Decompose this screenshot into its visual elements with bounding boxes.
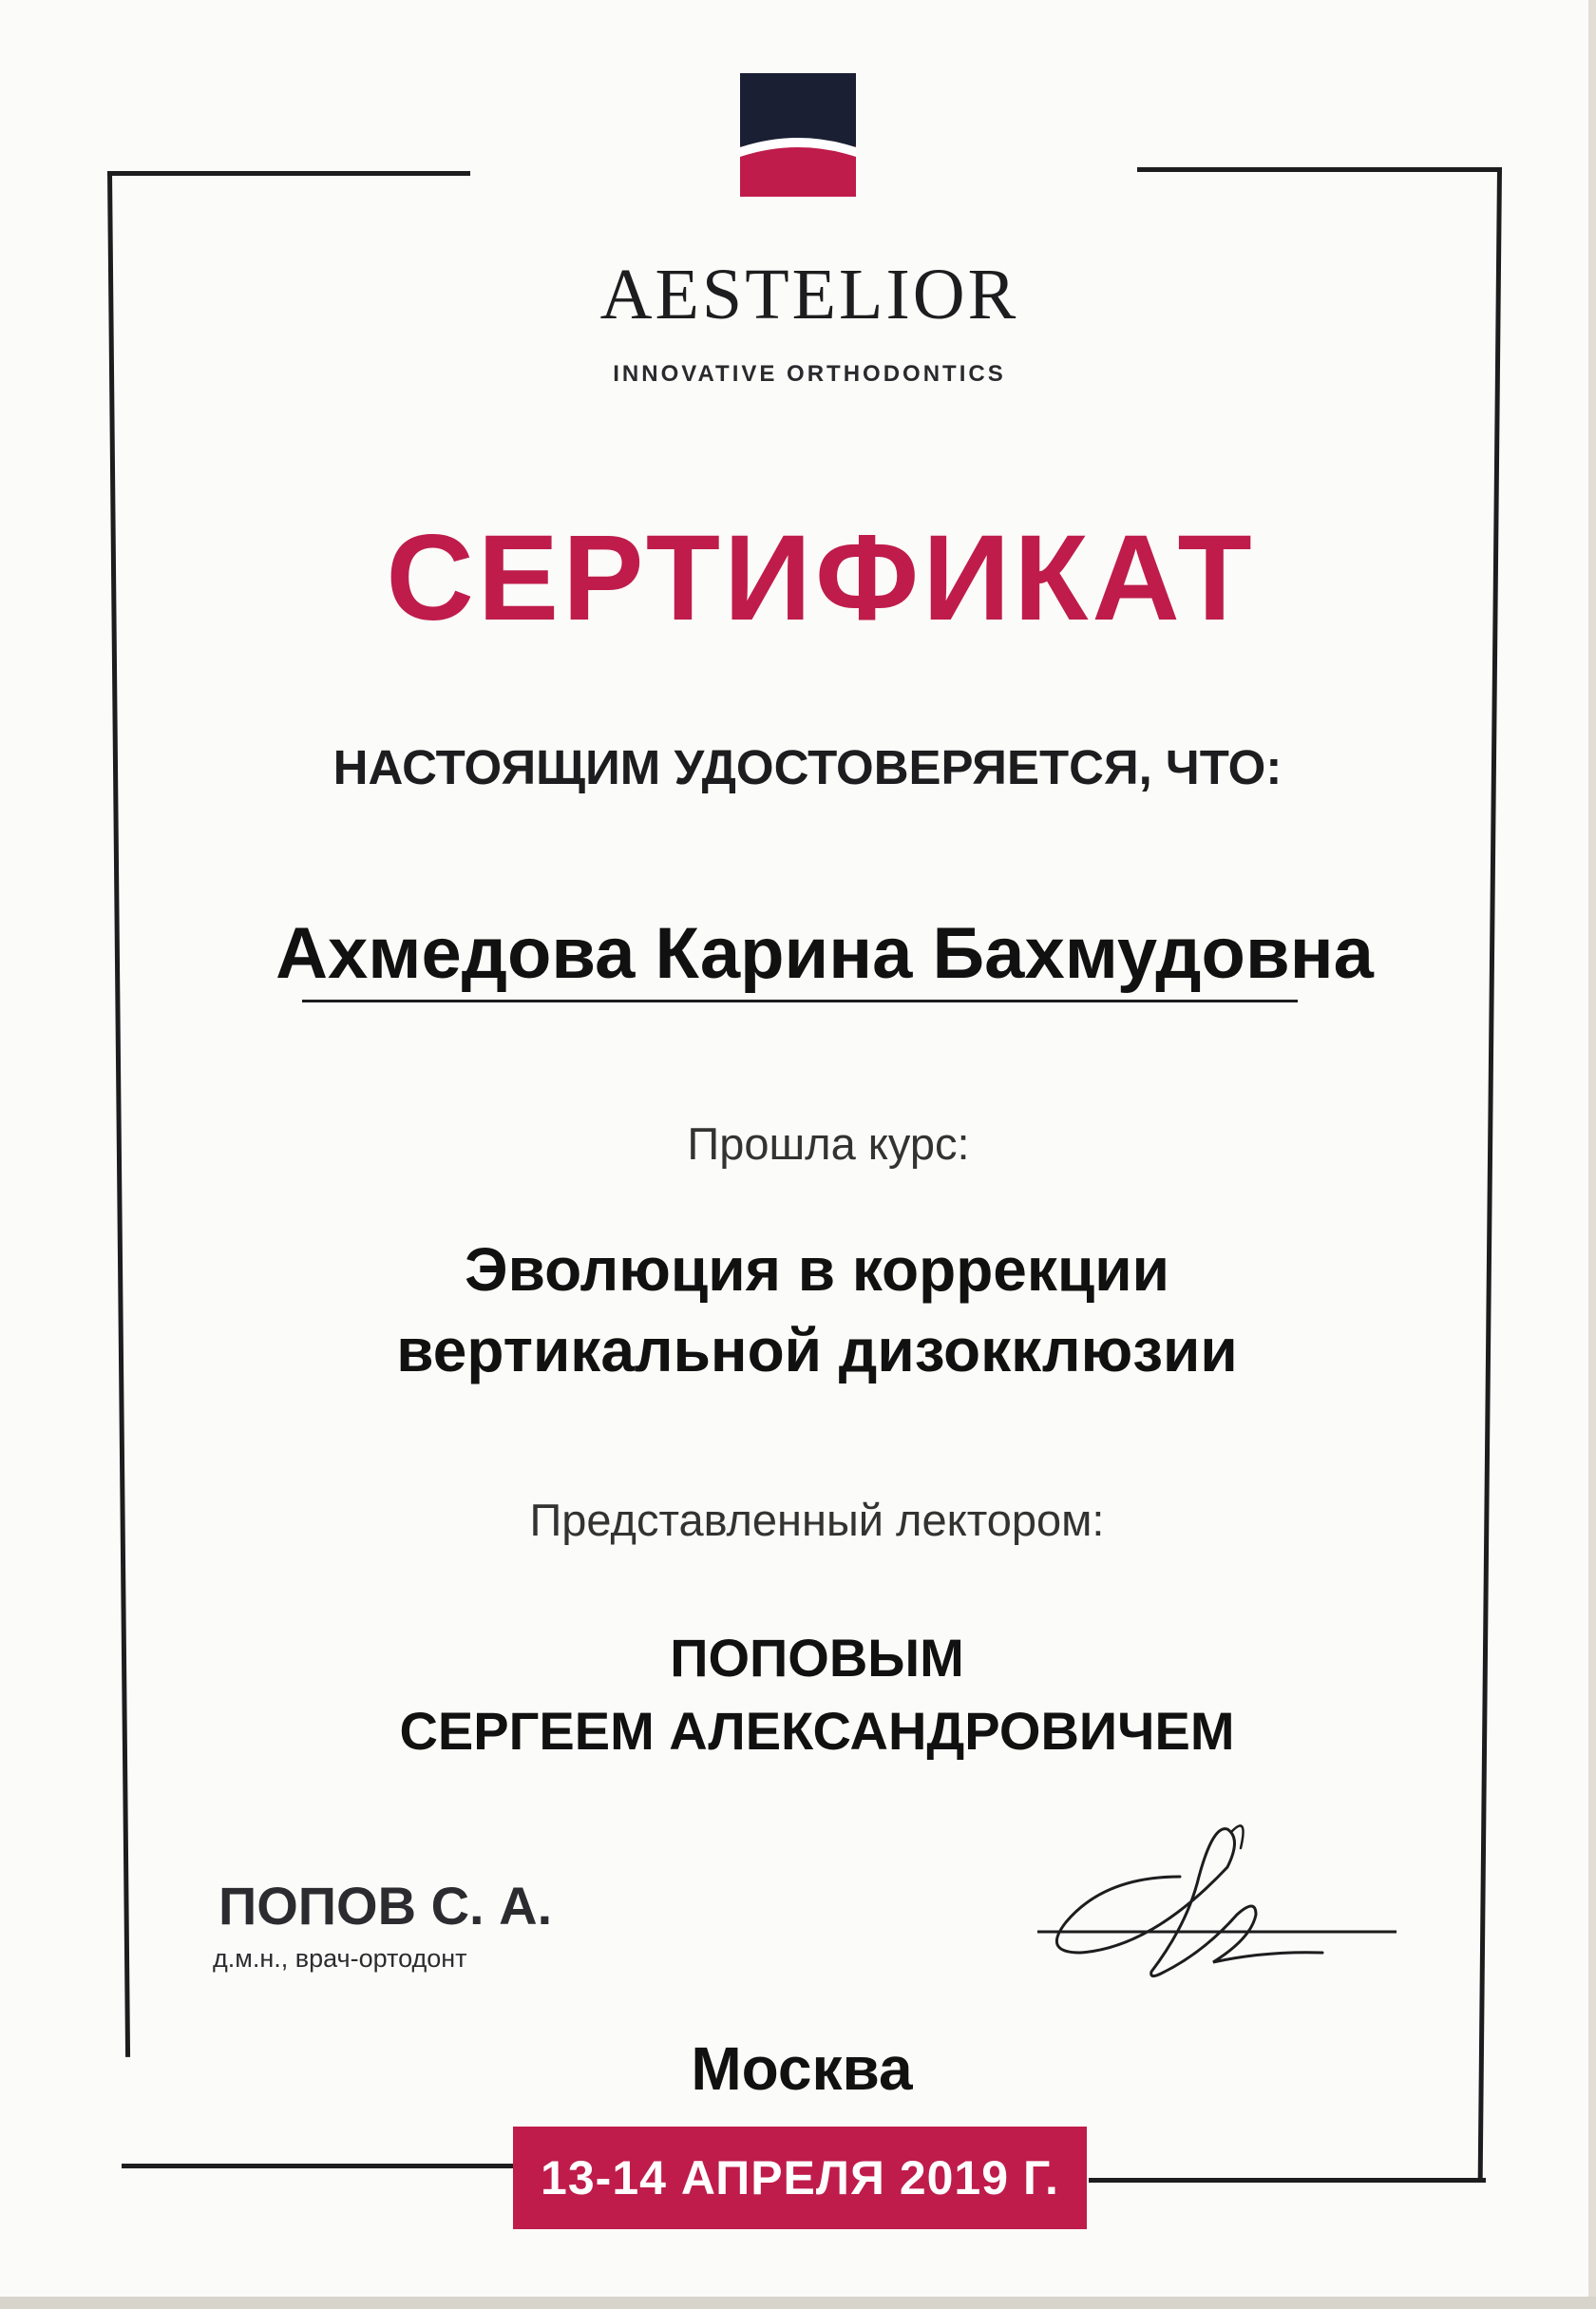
date-text: 13-14 АПРЕЛЯ 2019 Г. xyxy=(541,2151,1059,2204)
lecturer-name xyxy=(0,1621,1596,1768)
lecturer-label: Представленный лектором: xyxy=(529,1495,1105,1545)
signatory-name: ПОПОВ С. А. xyxy=(218,1876,553,1936)
frame-top-left xyxy=(107,171,470,176)
date-banner xyxy=(513,2127,1087,2229)
signature-icon xyxy=(1037,1810,1398,1991)
frame-bottom-right xyxy=(1089,2178,1486,2183)
aestelior-logo-icon xyxy=(740,73,856,197)
frame-top-right xyxy=(1137,167,1502,172)
course-label: Прошла курс: xyxy=(687,1118,970,1169)
course-name-line-1: Эволюция в коррекции xyxy=(465,1235,1169,1304)
brand-tagline: INNOVATIVE ORTHODONTICS xyxy=(613,361,1006,387)
city: Москва xyxy=(691,2034,913,2103)
recipient-underline xyxy=(302,1000,1298,1002)
frame-bottom-left xyxy=(122,2164,519,2168)
paper-edge-right xyxy=(1588,0,1596,2309)
certificate-intro: НАСТОЯЩИМ УДОСТОВЕРЯЕТСЯ, ЧТО: xyxy=(332,740,1282,794)
brand-name: AESTELIOR xyxy=(599,255,1019,334)
paper-edge-bottom xyxy=(0,2297,1596,2309)
frame-left xyxy=(107,171,130,2057)
certificate-title: СЕРТИФИКАТ xyxy=(386,510,1256,646)
frame-right xyxy=(1478,167,1502,2180)
course-name xyxy=(0,1230,1596,1391)
lecturer-name-line-1: ПОПОВЫМ xyxy=(670,1628,964,1688)
course-name-line-2: вертикальной дизокклюзии xyxy=(396,1316,1238,1385)
recipient-name: Ахмедова Карина Бахмудовна xyxy=(276,913,1374,994)
lecturer-name-line-2: СЕРГЕЕМ АЛЕКСАНДРОВИЧЕМ xyxy=(399,1701,1235,1762)
signatory-title: д.м.н., врач-ортодонт xyxy=(213,1944,467,1973)
